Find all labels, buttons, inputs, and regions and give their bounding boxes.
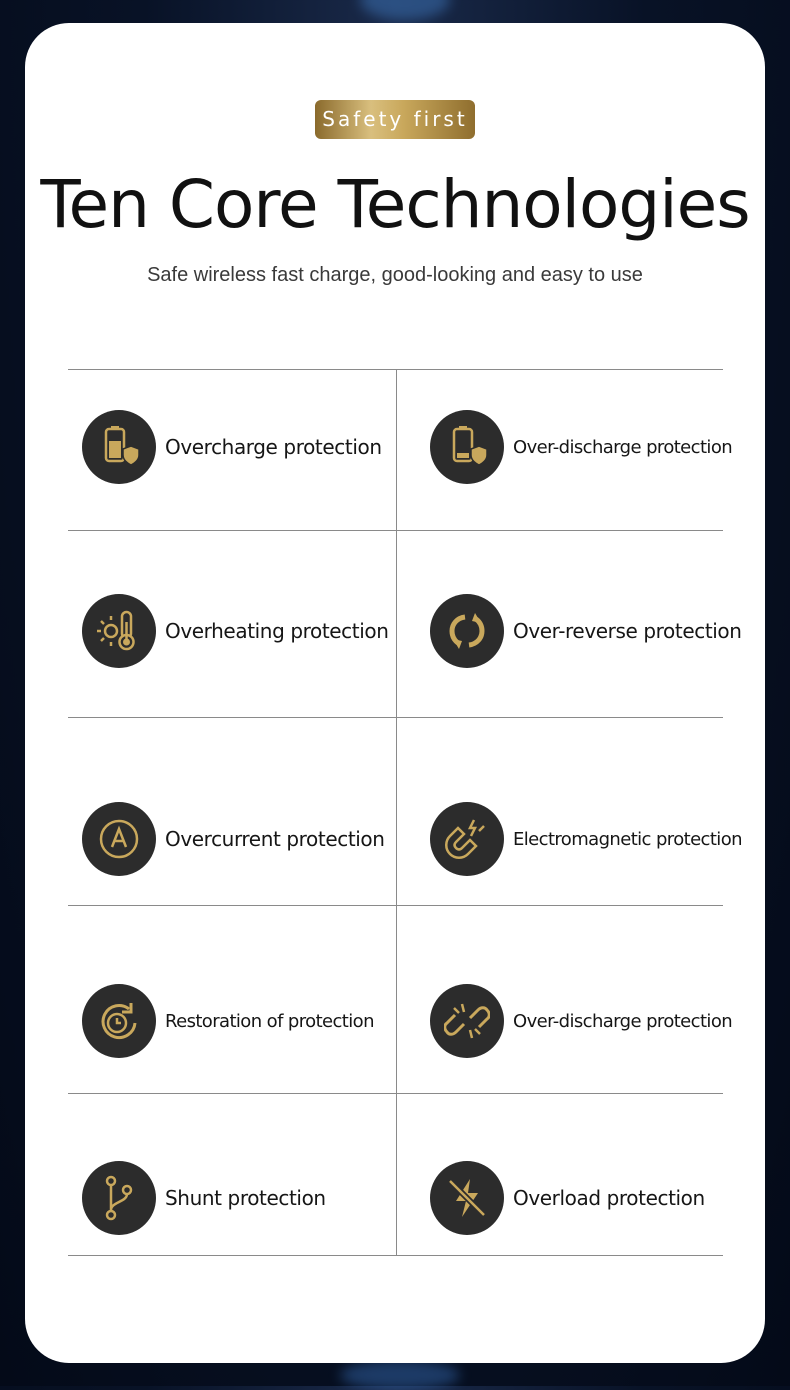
feature-item xyxy=(430,1161,705,1235)
feature-label: Overheating protection xyxy=(165,619,389,643)
thermometer-sun-icon xyxy=(82,594,156,668)
feature-label: Electromagnetic protection xyxy=(513,828,742,850)
feature-item xyxy=(430,410,732,484)
battery-shield-icon xyxy=(82,410,156,484)
feature-label: Overcharge protection xyxy=(165,435,382,459)
feature-item xyxy=(82,1161,326,1235)
ampere-icon xyxy=(82,802,156,876)
feature-item xyxy=(430,984,732,1058)
magnet-icon xyxy=(430,802,504,876)
page-title: Ten Core Technologies xyxy=(40,166,750,243)
battery-shield-icon xyxy=(430,410,504,484)
feature-item xyxy=(430,594,742,668)
feature-item xyxy=(82,594,389,668)
feature-item xyxy=(82,984,374,1058)
feature-label: Overcurrent protection xyxy=(165,827,385,851)
feature-grid xyxy=(68,369,742,1256)
feature-item xyxy=(82,410,382,484)
feature-item xyxy=(82,802,385,876)
lightning-slash-icon xyxy=(430,1161,504,1235)
feature-label: Overload protection xyxy=(513,1186,705,1210)
feature-label: Restoration of protection xyxy=(165,1010,374,1032)
feature-label: Over-discharge protection xyxy=(513,436,733,458)
feature-label: Shunt protection xyxy=(165,1186,326,1210)
feature-item xyxy=(430,802,742,876)
divider xyxy=(396,369,397,1256)
broken-link-icon xyxy=(430,984,504,1058)
content-card xyxy=(25,23,765,1363)
feature-label: Over-discharge protection xyxy=(513,1010,733,1032)
clock-restore-icon xyxy=(82,984,156,1058)
background-glow xyxy=(360,0,450,20)
page-subtitle: Safe wireless fast charge, good-looking and easy to use xyxy=(147,264,643,286)
feature-label: Over-reverse protection xyxy=(513,619,742,643)
safety-badge: Safety first xyxy=(315,100,475,139)
reverse-arrows-icon xyxy=(430,594,504,668)
shunt-branch-icon xyxy=(82,1161,156,1235)
